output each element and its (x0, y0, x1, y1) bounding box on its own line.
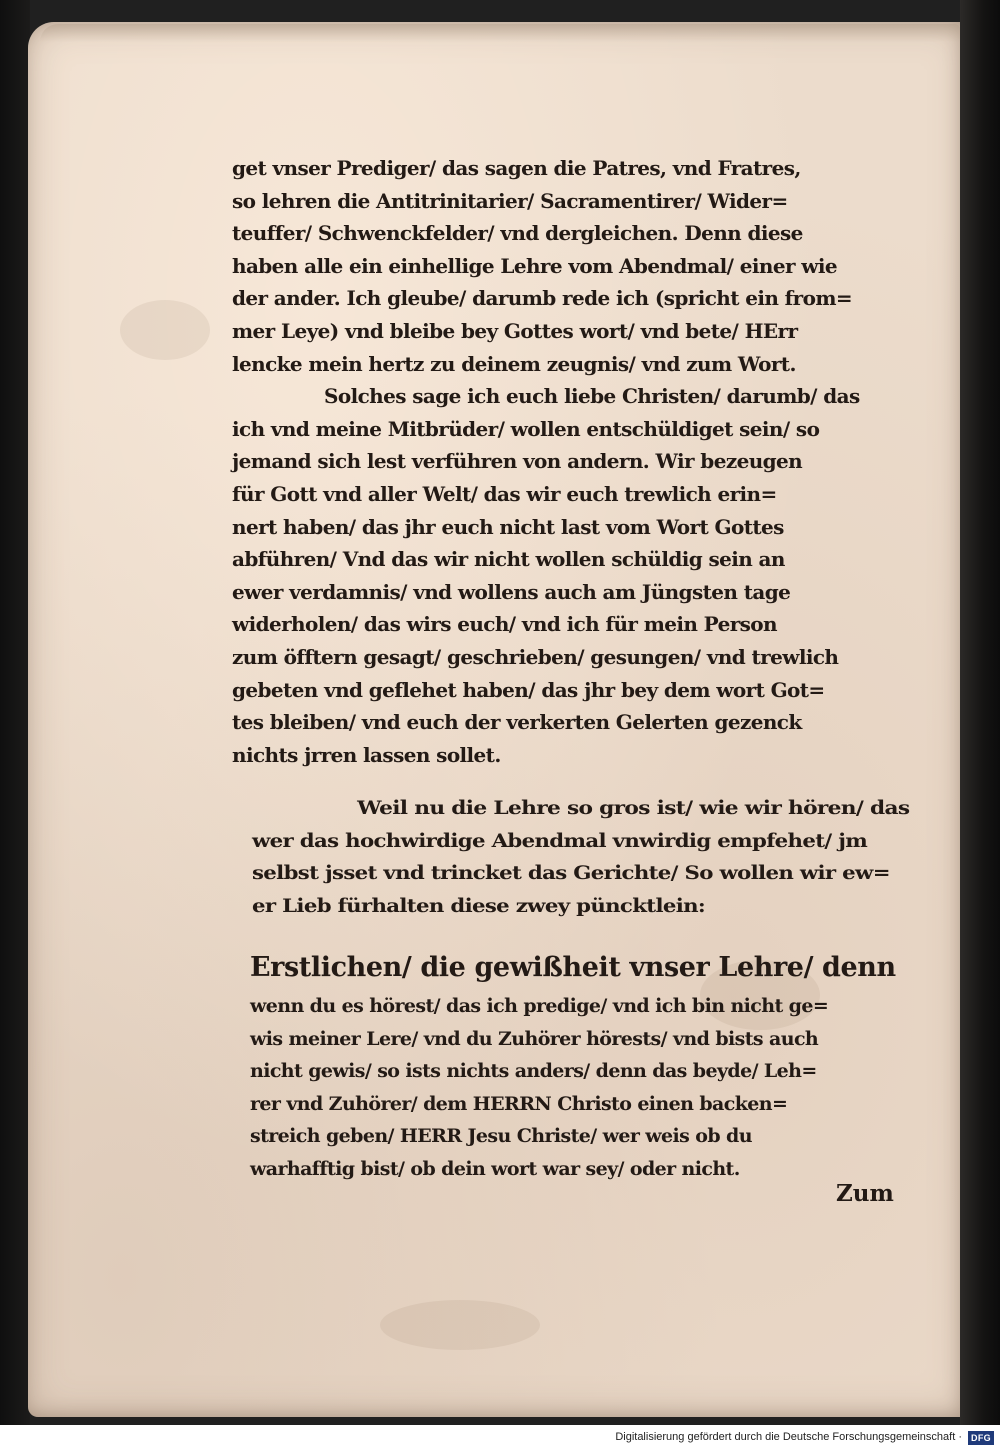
text-line: jemand sich lest verführen von andern. Wir bezeugen (232, 449, 803, 474)
text-line: mer Leye) vnd bleibe bey Gottes wort/ vnd bete/ HErr (232, 318, 798, 343)
text-line: der ander. Ich gleube/ darumb rede ich (spricht ein from= (232, 286, 853, 311)
text-line: wenn du es hörest/ das ich predige/ vnd ich bin nicht ge= (250, 995, 829, 1017)
paragraph-lead-line: Erstlichen/ die gewißheit vnser Lehre/ denn (250, 952, 896, 983)
text-line: wis meiner Lere/ vnd du Zuhörer hörests/ vnd bists auch (250, 1027, 819, 1050)
paragraph-2 (232, 380, 896, 771)
text-line: Solches sage ich euch liebe Christen/ darumb/ das (324, 384, 860, 409)
text-line: tes bleiben/ vnd euch der verkerten Gelerten gezenck (232, 710, 802, 735)
text-line: haben alle ein einhellige Lehre vom Abendmal/ einer wie (232, 253, 837, 278)
paragraph-3 (252, 792, 910, 922)
text-line: teuffer/ Schwenckfelder/ vnd dergleichen. Denn diese (232, 221, 803, 246)
text-line: nert haben/ das jhr euch nicht last vom Wort Gottes (232, 514, 784, 539)
text-line: ewer verdamnis/ vnd wollens auch am Jüngsten tage (232, 579, 791, 604)
text-line: ich vnd meine Mitbrüder/ wollen entschüldiget sein/ so (232, 416, 820, 441)
text-line: lencke mein hertz zu deinem zeugnis/ vnd zum Wort. (232, 351, 796, 376)
text-line: wer das hochwirdige Abendmal vnwirdig empfehet/ jm (252, 829, 868, 852)
text-line: Weil nu die Lehre so gros ist/ wie wir hören/ das (357, 797, 910, 819)
text-line: so lehren die Antitrinitarier/ Sacramentirer/ Wider= (232, 188, 788, 213)
paragraph-4 (250, 946, 896, 1186)
catchword: Zum (836, 1180, 894, 1207)
text-line: widerholen/ das wirs euch/ vnd ich für mein Person (232, 612, 777, 637)
text-line: nichts jrren lassen sollet. (232, 742, 501, 767)
text-line: gebeten vnd geflehet haben/ das jhr bey dem wort Got= (232, 677, 825, 702)
text-line: abführen/ Vnd das wir nicht wollen schüldig sein an (232, 547, 785, 572)
text-line: nicht gewis/ so ists nichts anders/ denn das beyde/ Leh= (250, 1060, 817, 1083)
text-line: er Lieb fürhalten diese zwey püncktlein: (252, 894, 706, 917)
text-line: streich geben/ HERR Jesu Christe/ wer weis ob du (250, 1125, 752, 1148)
text-line: selbst jsset vnd trincket das Gerichte/ So wollen wir ew= (252, 862, 890, 885)
dfg-logo: DFG (968, 1431, 994, 1445)
text-line: rer vnd Zuhörer/ dem HERRN Christo einen backen= (250, 1092, 788, 1115)
text-line: get vnser Prediger/ das sagen die Patres, vnd Fratres, (232, 156, 801, 180)
paragraph-1 (232, 152, 896, 380)
text-line: warhafftig bist/ ob dein wort war sey/ oder nicht. (250, 1157, 740, 1180)
footer-credit: Digitalisierung gefördert durch die Deutsche Forschungsgemeinschaft · (615, 1431, 962, 1443)
page-top-edge (40, 24, 960, 42)
page-text (232, 152, 910, 1180)
text-line: zum öfftern gesagt/ geschrieben/ gesungen/ vnd trewlich (232, 644, 839, 669)
text-line: für Gott vnd aller Welt/ das wir euch trewlich erin= (232, 481, 777, 506)
paper-stain (380, 1300, 540, 1350)
paper-stain (120, 300, 210, 360)
left-margin-shadow (0, 0, 30, 1425)
book-binding-edge (960, 0, 1000, 1425)
